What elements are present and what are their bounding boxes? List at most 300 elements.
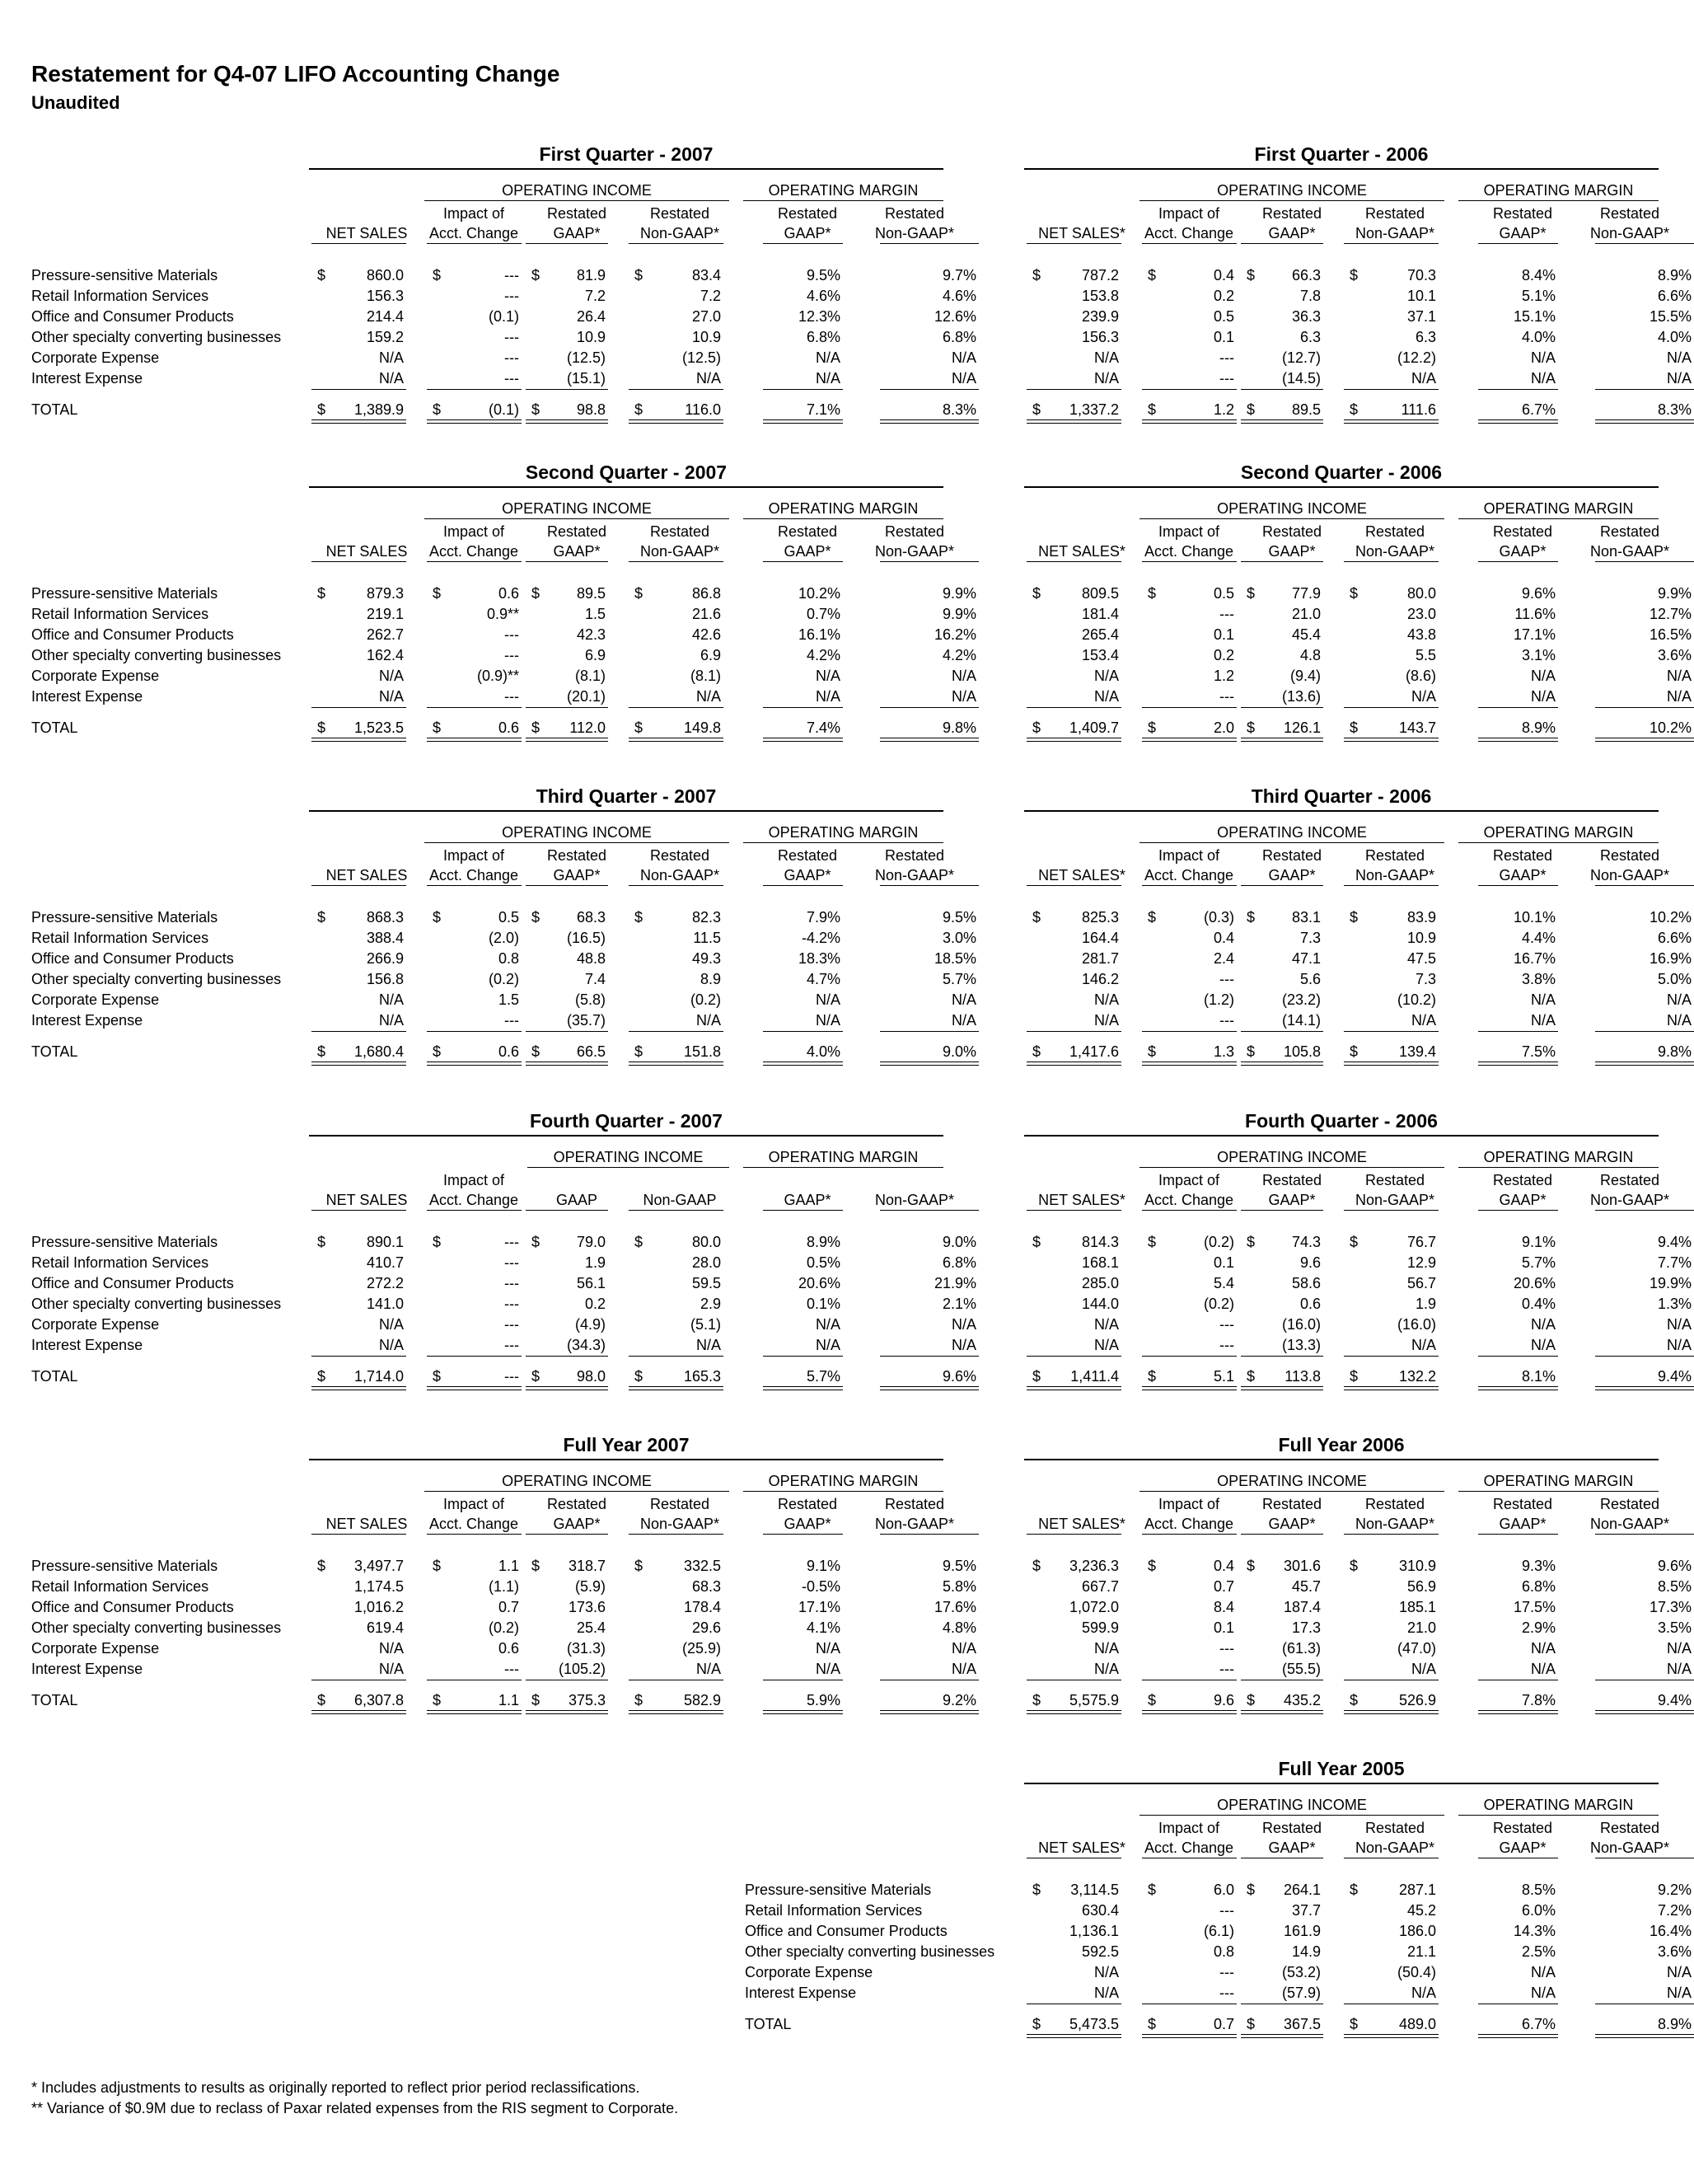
table-cell: 375.3 bbox=[568, 1692, 606, 1708]
table-cell: 68.3 bbox=[576, 909, 606, 926]
table-cell: N/A bbox=[1666, 1337, 1692, 1353]
dollar-sign: $ bbox=[433, 1692, 442, 1708]
dollar-sign: $ bbox=[1247, 1882, 1256, 1898]
column-header bbox=[1337, 522, 1453, 561]
dollar-sign: $ bbox=[1350, 1558, 1359, 1574]
column-header bbox=[1572, 204, 1687, 243]
table-cell: 83.9 bbox=[1406, 909, 1436, 926]
column-header-line: Restated bbox=[1492, 847, 1553, 864]
table-cell: N/A bbox=[1666, 1964, 1692, 1980]
table-cell: 37.1 bbox=[1406, 308, 1436, 325]
table-cell: --- bbox=[1219, 1316, 1234, 1333]
table-cell: 16.4% bbox=[1649, 1923, 1692, 1939]
dollar-sign: $ bbox=[634, 1234, 643, 1250]
subtotal-rule bbox=[427, 389, 522, 390]
subtotal-rule bbox=[1344, 1031, 1439, 1032]
column-header bbox=[416, 204, 531, 243]
table-cell: --- bbox=[1219, 349, 1234, 366]
column-header-line: GAAP* bbox=[1499, 225, 1547, 241]
row-label: Retail Information Services bbox=[31, 1254, 209, 1271]
total-double-rule bbox=[1344, 2034, 1439, 2038]
table-cell: N/A bbox=[815, 1337, 840, 1353]
column-header-line: Acct. Change bbox=[428, 543, 519, 560]
table-cell: N/A bbox=[951, 1661, 976, 1677]
table-cell: 186.0 bbox=[1398, 1923, 1436, 1939]
column-header-underline bbox=[880, 885, 979, 886]
table-cell: 890.1 bbox=[366, 1234, 404, 1250]
table-cell: 1.1 bbox=[498, 1692, 519, 1708]
total-double-rule bbox=[1241, 419, 1323, 424]
operating-margin-rule bbox=[743, 1167, 943, 1168]
total-double-rule bbox=[427, 738, 522, 742]
operating-income-rule bbox=[424, 518, 729, 519]
dollar-sign: $ bbox=[531, 1368, 540, 1385]
table-cell: N/A bbox=[1093, 1640, 1119, 1657]
table-cell: 4.8 bbox=[1299, 647, 1321, 663]
column-header-line: Acct. Change bbox=[428, 225, 519, 241]
table-cell: 153.4 bbox=[1081, 647, 1119, 663]
column-header-underline bbox=[1142, 885, 1237, 886]
subtotal-rule bbox=[880, 389, 979, 390]
table-cell: 5.7% bbox=[942, 971, 976, 987]
dollar-sign: $ bbox=[1032, 1043, 1041, 1060]
operating-income-header: OPERATING INCOME bbox=[1217, 824, 1367, 841]
table-cell: (53.2) bbox=[1281, 1964, 1321, 1980]
table-cell: (2.0) bbox=[488, 930, 519, 946]
section-fy-2007 bbox=[309, 1434, 976, 1747]
table-cell: (16.5) bbox=[566, 930, 606, 946]
section-q3-2007 bbox=[309, 785, 976, 1099]
table-cell: --- bbox=[504, 1275, 519, 1291]
table-cell: 0.6 bbox=[498, 719, 519, 736]
table-cell: 0.7% bbox=[806, 606, 840, 622]
row-label: Other specialty converting businesses bbox=[31, 329, 282, 345]
column-header bbox=[519, 1190, 634, 1210]
column-header bbox=[1337, 1818, 1453, 1858]
total-double-rule bbox=[1478, 2034, 1558, 2038]
dollar-sign: $ bbox=[531, 401, 540, 418]
table-cell: 143.7 bbox=[1398, 719, 1436, 736]
table-cell: 9.8% bbox=[1657, 1043, 1692, 1060]
table-cell: --- bbox=[504, 1316, 519, 1333]
table-cell: 3,236.3 bbox=[1069, 1558, 1119, 1574]
table-cell: N/A bbox=[1093, 370, 1119, 387]
total-double-rule bbox=[1595, 1062, 1694, 1066]
column-header-line: Non-GAAP* bbox=[1355, 1840, 1435, 1856]
table-cell: 5.8% bbox=[942, 1578, 976, 1595]
table-cell: (8.1) bbox=[690, 668, 721, 684]
row-label: Interest Expense bbox=[31, 370, 143, 387]
table-cell: 214.4 bbox=[366, 308, 404, 325]
section-title-rule bbox=[309, 168, 943, 170]
table-cell: 83.4 bbox=[691, 267, 721, 284]
table-cell: 45.7 bbox=[1291, 1578, 1321, 1595]
column-header bbox=[1234, 1494, 1350, 1534]
table-cell: N/A bbox=[1666, 688, 1692, 705]
table-cell: 9.0% bbox=[942, 1234, 976, 1250]
column-header-line: Impact of bbox=[442, 1496, 505, 1512]
column-header-underline bbox=[526, 1210, 608, 1211]
table-cell: 1.1 bbox=[498, 1558, 519, 1574]
table-cell: 5.7% bbox=[806, 1368, 840, 1385]
table-cell: 7.2% bbox=[1657, 1902, 1692, 1919]
subtotal-rule bbox=[1241, 389, 1323, 390]
row-label: TOTAL bbox=[31, 401, 78, 418]
table-cell: 0.6 bbox=[498, 1043, 519, 1060]
table-cell: 16.1% bbox=[798, 626, 840, 643]
table-cell: 58.6 bbox=[1291, 1275, 1321, 1291]
total-double-rule bbox=[311, 419, 406, 424]
column-header-underline bbox=[763, 561, 843, 562]
table-cell: 4.8% bbox=[942, 1619, 976, 1636]
section-title: Second Quarter - 2007 bbox=[525, 462, 728, 483]
table-cell: --- bbox=[504, 288, 519, 304]
table-cell: 5.7% bbox=[1521, 1254, 1556, 1271]
row-label: Corporate Expense bbox=[31, 1640, 160, 1657]
table-cell: 149.8 bbox=[683, 719, 721, 736]
table-cell: 6.8% bbox=[942, 329, 976, 345]
table-cell: 1.2 bbox=[1213, 668, 1234, 684]
table-cell: 2.9% bbox=[1521, 1619, 1556, 1636]
dollar-sign: $ bbox=[433, 585, 442, 602]
dollar-sign: $ bbox=[433, 909, 442, 926]
table-cell: 0.7 bbox=[1213, 2016, 1234, 2032]
table-cell: 11.5 bbox=[693, 930, 721, 946]
table-cell: N/A bbox=[1666, 1316, 1692, 1333]
subtotal-rule bbox=[1595, 1356, 1694, 1357]
column-header-line: Non-GAAP* bbox=[639, 867, 720, 883]
operating-income-header: OPERATING INCOME bbox=[553, 1149, 704, 1165]
column-header-line: Impact of bbox=[1158, 1496, 1220, 1512]
table-cell: --- bbox=[504, 329, 519, 345]
table-cell: 5,575.9 bbox=[1069, 1692, 1119, 1708]
table-cell: N/A bbox=[1411, 1985, 1436, 2001]
column-header-underline bbox=[629, 1210, 723, 1211]
column-header-underline bbox=[1478, 1210, 1558, 1211]
table-cell: -4.2% bbox=[801, 930, 840, 946]
table-cell: 4.0% bbox=[1657, 329, 1692, 345]
dollar-sign: $ bbox=[1350, 401, 1359, 418]
dollar-sign: $ bbox=[1148, 1043, 1157, 1060]
table-cell: (25.9) bbox=[681, 1640, 721, 1657]
section-q4-2007 bbox=[309, 1110, 976, 1423]
dollar-sign: $ bbox=[1247, 2016, 1256, 2032]
table-cell: --- bbox=[1219, 688, 1234, 705]
row-label: Retail Information Services bbox=[745, 1902, 923, 1919]
table-cell: N/A bbox=[1666, 1640, 1692, 1657]
table-cell: 6.9 bbox=[584, 647, 606, 663]
table-cell: 3,497.7 bbox=[353, 1558, 404, 1574]
column-header-line: Restated bbox=[1364, 1172, 1425, 1188]
table-cell: --- bbox=[504, 1368, 519, 1385]
dollar-sign: $ bbox=[1032, 1692, 1041, 1708]
operating-income-rule bbox=[1139, 1491, 1444, 1492]
table-cell: N/A bbox=[1530, 1964, 1556, 1980]
column-header-underline bbox=[629, 885, 723, 886]
column-header bbox=[519, 204, 634, 243]
total-double-rule bbox=[1344, 1710, 1439, 1714]
table-cell: N/A bbox=[815, 1661, 840, 1677]
dollar-sign: $ bbox=[317, 401, 326, 418]
column-header-line: Restated bbox=[546, 523, 607, 540]
total-double-rule bbox=[1595, 738, 1694, 742]
column-header-line: Restated bbox=[546, 205, 607, 222]
column-header-line: Restated bbox=[1261, 205, 1322, 222]
table-cell: N/A bbox=[1530, 1661, 1556, 1677]
table-cell: 310.9 bbox=[1398, 1558, 1436, 1574]
table-cell: 42.3 bbox=[576, 626, 606, 643]
table-cell: (5.8) bbox=[574, 991, 606, 1008]
column-header-underline bbox=[1344, 1534, 1439, 1535]
column-header bbox=[416, 846, 531, 885]
total-double-rule bbox=[1027, 419, 1121, 424]
total-double-rule bbox=[526, 419, 608, 424]
table-cell: N/A bbox=[1530, 688, 1556, 705]
table-cell: 59.5 bbox=[691, 1275, 721, 1291]
row-label: Office and Consumer Products bbox=[31, 626, 234, 643]
table-cell: 173.6 bbox=[568, 1599, 606, 1615]
table-cell: 6,307.8 bbox=[353, 1692, 404, 1708]
table-cell: 76.7 bbox=[1406, 1234, 1436, 1250]
column-header-line: NET SALES bbox=[325, 543, 408, 560]
dollar-sign: $ bbox=[634, 719, 643, 736]
table-cell: (16.0) bbox=[1281, 1316, 1321, 1333]
column-header bbox=[309, 541, 424, 561]
table-cell: N/A bbox=[1411, 1337, 1436, 1353]
table-cell: 19.9% bbox=[1649, 1275, 1692, 1291]
total-double-rule bbox=[311, 1710, 406, 1714]
column-header-line: Restated bbox=[1599, 847, 1660, 864]
table-cell: 0.5 bbox=[1213, 585, 1234, 602]
section-title-rule bbox=[309, 1135, 943, 1137]
total-double-rule bbox=[526, 1062, 608, 1066]
column-header-underline bbox=[1027, 1534, 1121, 1535]
subtotal-rule bbox=[526, 389, 608, 390]
table-cell: --- bbox=[1219, 1964, 1234, 1980]
operating-margin-rule bbox=[1458, 1815, 1659, 1816]
column-header-line: Non-GAAP bbox=[643, 1192, 717, 1208]
row-label: Other specialty converting businesses bbox=[31, 1619, 282, 1636]
operating-income-header: OPERATING INCOME bbox=[1217, 500, 1367, 517]
table-cell: 112.0 bbox=[569, 719, 606, 736]
total-double-rule bbox=[629, 1710, 723, 1714]
subtotal-rule bbox=[1344, 1356, 1439, 1357]
total-double-rule bbox=[1595, 2034, 1694, 2038]
row-label: Pressure-sensitive Materials bbox=[31, 1558, 218, 1574]
table-cell: --- bbox=[1219, 1661, 1234, 1677]
table-cell: --- bbox=[1219, 1640, 1234, 1657]
column-header bbox=[519, 522, 634, 561]
total-double-rule bbox=[1241, 1062, 1323, 1066]
table-cell: 9.9% bbox=[942, 606, 976, 622]
subtotal-rule bbox=[526, 1356, 608, 1357]
column-header-line: Restated bbox=[1261, 1820, 1322, 1836]
table-cell: N/A bbox=[1093, 1964, 1119, 1980]
dollar-sign: $ bbox=[433, 1368, 442, 1385]
table-cell: --- bbox=[504, 647, 519, 663]
table-cell: 132.2 bbox=[1398, 1368, 1436, 1385]
table-cell: 0.6 bbox=[1299, 1296, 1321, 1312]
subtotal-rule bbox=[629, 1031, 723, 1032]
table-cell: 787.2 bbox=[1081, 267, 1119, 284]
table-cell: N/A bbox=[378, 1661, 404, 1677]
table-cell: 2.1% bbox=[942, 1296, 976, 1312]
column-header-line: Restated bbox=[1599, 1496, 1660, 1512]
row-label: Office and Consumer Products bbox=[31, 1275, 234, 1291]
operating-margin-rule bbox=[743, 518, 943, 519]
column-header-line: GAAP* bbox=[553, 1516, 601, 1532]
table-cell: 7.1% bbox=[806, 401, 840, 418]
operating-income-rule bbox=[424, 1491, 729, 1492]
table-cell: (1.1) bbox=[488, 1578, 519, 1595]
table-cell: 25.4 bbox=[576, 1619, 606, 1636]
table-cell: (5.9) bbox=[574, 1578, 606, 1595]
table-cell: 116.0 bbox=[685, 401, 721, 418]
section-q3-2006 bbox=[1024, 785, 1692, 1099]
column-header bbox=[1131, 522, 1247, 561]
table-cell: N/A bbox=[951, 1012, 976, 1029]
operating-margin-header: OPERATING MARGIN bbox=[1483, 1149, 1634, 1165]
total-double-rule bbox=[427, 1062, 522, 1066]
table-cell: 7.4% bbox=[806, 719, 840, 736]
column-header-line: Restated bbox=[1364, 1496, 1425, 1512]
table-cell: 17.1% bbox=[798, 1599, 840, 1615]
column-header-underline bbox=[311, 1210, 406, 1211]
column-header-line: NET SALES bbox=[325, 867, 408, 883]
table-cell: (47.0) bbox=[1397, 1640, 1436, 1657]
table-cell: (12.7) bbox=[1281, 349, 1321, 366]
dollar-sign: $ bbox=[1247, 719, 1256, 736]
column-header bbox=[857, 1494, 972, 1534]
total-double-rule bbox=[1241, 1710, 1323, 1714]
subtotal-rule bbox=[311, 389, 406, 390]
dollar-sign: $ bbox=[1032, 267, 1041, 284]
column-header bbox=[1131, 1494, 1247, 1534]
row-label: Pressure-sensitive Materials bbox=[745, 1882, 932, 1898]
column-header-line: Non-GAAP* bbox=[1589, 867, 1670, 883]
column-header bbox=[309, 865, 424, 885]
column-header bbox=[1131, 846, 1247, 885]
row-label: Corporate Expense bbox=[31, 349, 160, 366]
column-header-underline bbox=[763, 885, 843, 886]
subtotal-rule bbox=[880, 707, 979, 708]
table-cell: N/A bbox=[695, 1012, 721, 1029]
table-cell: 9.8% bbox=[942, 719, 976, 736]
subtotal-rule bbox=[880, 1031, 979, 1032]
table-cell: 5.0% bbox=[1657, 971, 1692, 987]
dollar-sign: $ bbox=[634, 401, 643, 418]
dollar-sign: $ bbox=[634, 585, 643, 602]
table-cell: 165.3 bbox=[683, 1368, 721, 1385]
table-cell: 12.7% bbox=[1649, 606, 1692, 622]
total-double-rule bbox=[311, 1386, 406, 1390]
dollar-sign: $ bbox=[1148, 719, 1157, 736]
subtotal-rule bbox=[763, 1031, 843, 1032]
table-cell: 9.6% bbox=[1521, 585, 1556, 602]
column-header-line: Restated bbox=[777, 205, 838, 222]
table-cell: 5.4 bbox=[1213, 1275, 1234, 1291]
section-title: Full Year 2007 bbox=[563, 1434, 690, 1455]
column-header-line: Restated bbox=[649, 1496, 710, 1512]
table-cell: 10.2% bbox=[1649, 719, 1692, 736]
column-header bbox=[1337, 1494, 1453, 1534]
table-cell: 4.0% bbox=[806, 1043, 840, 1060]
table-cell: 17.3 bbox=[1291, 1619, 1321, 1636]
row-label: Other specialty converting businesses bbox=[31, 971, 282, 987]
total-double-rule bbox=[526, 1386, 608, 1390]
table-cell: 12.9 bbox=[1406, 1254, 1436, 1271]
column-header bbox=[1024, 1838, 1139, 1858]
total-double-rule bbox=[1241, 1386, 1323, 1390]
total-double-rule bbox=[1027, 1062, 1121, 1066]
row-label: Retail Information Services bbox=[31, 930, 209, 946]
table-cell: N/A bbox=[951, 1640, 976, 1657]
column-header-underline bbox=[763, 243, 843, 244]
table-cell: 0.2 bbox=[1213, 647, 1234, 663]
table-cell: 8.9% bbox=[1521, 719, 1556, 736]
table-cell: 126.1 bbox=[1283, 719, 1321, 736]
table-cell: 185.1 bbox=[1398, 1599, 1436, 1615]
section-title-rule bbox=[309, 1459, 943, 1460]
dollar-sign: $ bbox=[1032, 401, 1041, 418]
table-cell: 1,016.2 bbox=[353, 1599, 404, 1615]
column-header bbox=[1572, 522, 1687, 561]
table-cell: 0.5% bbox=[806, 1254, 840, 1271]
table-cell: --- bbox=[504, 267, 519, 284]
table-cell: 16.7% bbox=[1513, 950, 1556, 967]
table-cell: 98.0 bbox=[576, 1368, 606, 1385]
column-header bbox=[1234, 204, 1350, 243]
total-double-rule bbox=[880, 738, 979, 742]
table-cell: 0.2 bbox=[1213, 288, 1234, 304]
operating-margin-header: OPERATING MARGIN bbox=[1483, 824, 1634, 841]
column-header-line: Non-GAAP* bbox=[874, 543, 955, 560]
column-header bbox=[1465, 1818, 1580, 1858]
table-cell: 111.6 bbox=[1401, 401, 1436, 418]
dollar-sign: $ bbox=[1350, 719, 1359, 736]
operating-margin-rule bbox=[1458, 518, 1659, 519]
column-header-underline bbox=[629, 243, 723, 244]
column-header-underline bbox=[1241, 561, 1323, 562]
table-cell: 162.4 bbox=[366, 647, 404, 663]
table-cell: 1,174.5 bbox=[353, 1578, 404, 1595]
table-cell: 28.0 bbox=[691, 1254, 721, 1271]
table-cell: 86.8 bbox=[691, 585, 721, 602]
operating-income-rule bbox=[1139, 200, 1444, 201]
table-cell: (20.1) bbox=[566, 688, 606, 705]
row-label: Retail Information Services bbox=[31, 606, 209, 622]
total-double-rule bbox=[629, 738, 723, 742]
table-cell: (57.9) bbox=[1281, 1985, 1321, 2001]
row-label: Office and Consumer Products bbox=[745, 1923, 948, 1939]
dollar-sign: $ bbox=[1148, 1368, 1157, 1385]
table-cell: 181.4 bbox=[1081, 606, 1119, 622]
table-cell: --- bbox=[1219, 1337, 1234, 1353]
table-cell: (0.2) bbox=[488, 1619, 519, 1636]
column-header-line: Impact of bbox=[1158, 523, 1220, 540]
column-header-underline bbox=[1027, 561, 1121, 562]
column-header bbox=[1465, 846, 1580, 885]
table-cell: 21.6 bbox=[691, 606, 721, 622]
table-cell: 16.5% bbox=[1649, 626, 1692, 643]
table-cell: 7.2 bbox=[700, 288, 721, 304]
dollar-sign: $ bbox=[317, 1234, 326, 1250]
total-double-rule bbox=[1027, 738, 1121, 742]
table-cell: 9.5% bbox=[942, 909, 976, 926]
total-double-rule bbox=[1142, 419, 1237, 424]
table-cell: N/A bbox=[1666, 370, 1692, 387]
dollar-sign: $ bbox=[1148, 2016, 1157, 2032]
